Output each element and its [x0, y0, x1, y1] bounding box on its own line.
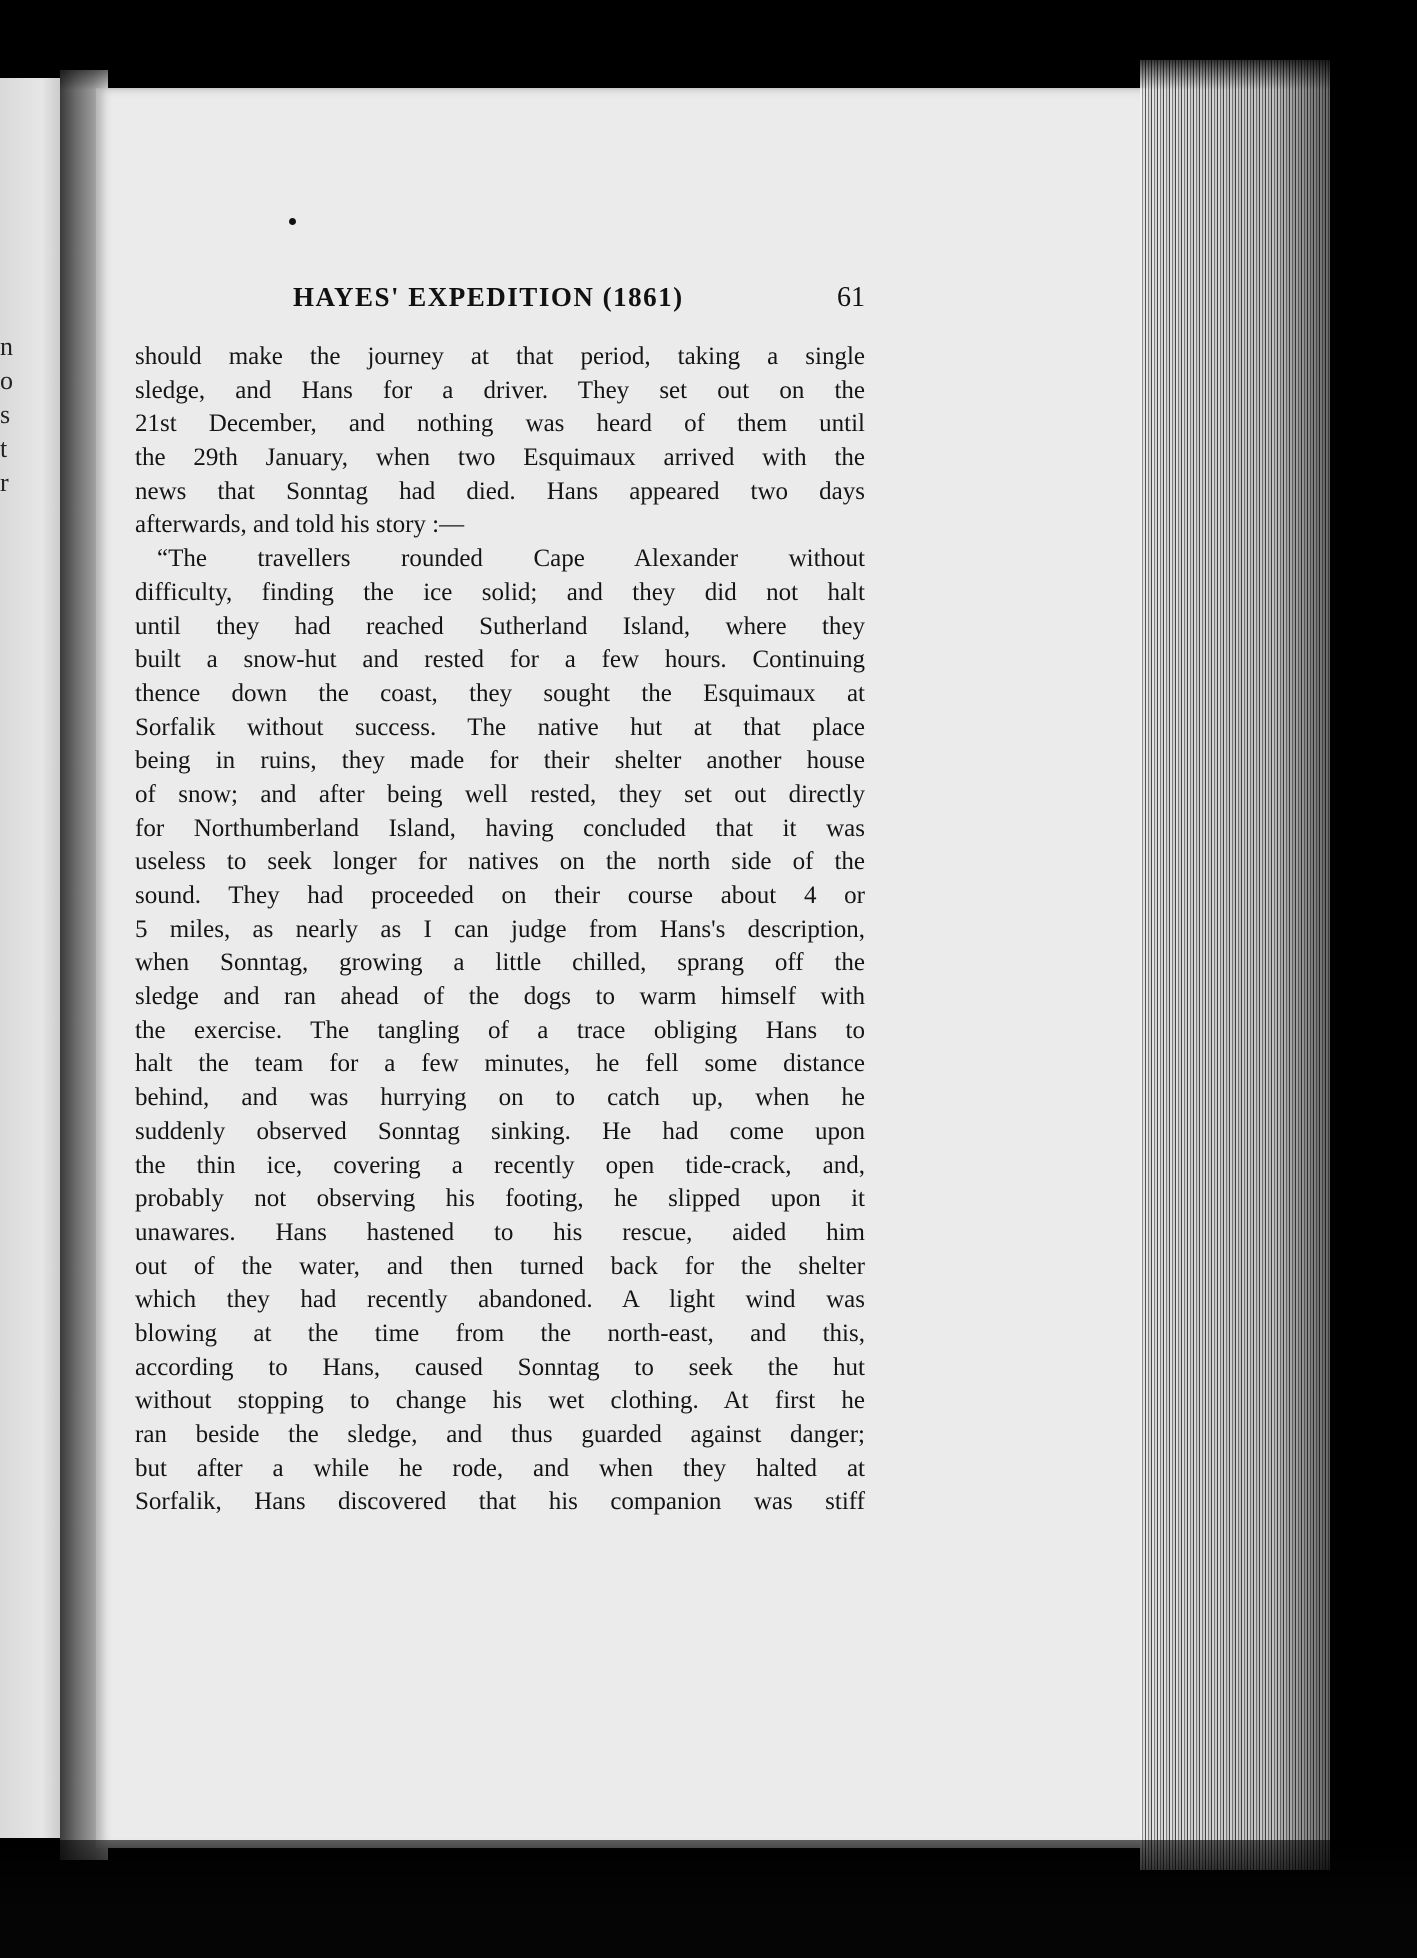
fragment: r	[0, 468, 9, 497]
text-line: difficulty, finding the ice solid; and they did not halt	[135, 578, 865, 606]
text-line: out of the water, and then turned back for the shelter	[135, 1252, 865, 1280]
text-line: until they had reached Sutherland Island, where they	[135, 612, 865, 640]
page-number: 61	[837, 282, 865, 313]
fragment: n	[0, 332, 13, 361]
page-stack-shadow	[1140, 60, 1330, 1870]
text-line: probably not observing his footing, he slipped upon it	[135, 1185, 865, 1213]
text-line: should make the journey at that period, taking a single	[135, 343, 865, 370]
fragment: t	[0, 434, 8, 463]
text-line: which they had recently abandoned. A light wind was	[135, 1286, 865, 1314]
text-line: halt the team for a few minutes, he fell some distance	[135, 1050, 865, 1078]
text-line: but after a while he rode, and when they halted at	[135, 1454, 865, 1482]
text-line: blowing at the time from the north-east, and this,	[135, 1319, 865, 1347]
running-header	[135, 282, 865, 322]
previous-page-text-fragments	[0, 330, 24, 500]
text-line: news that Sonntag had died. Hans appeared two days	[135, 477, 865, 505]
ink-dot	[289, 218, 296, 225]
text-line: when Sonntag, growing a little chilled, sprang off the	[135, 949, 865, 977]
text-line: without stopping to change his wet clothing. At first he	[135, 1387, 865, 1415]
text-line: Sorfalik, Hans discovered that his companion was stiff	[135, 1488, 865, 1516]
text-line: 21st December, and nothing was heard of them until	[135, 410, 865, 438]
text-line: useless to seek longer for natives on the north side of the	[135, 848, 865, 876]
text-line: Sorfalik without success. The native hut at that place	[135, 713, 865, 741]
text-line: the exercise. The tangling of a trace obliging Hans to	[135, 1016, 865, 1044]
text-line: sledge, and Hans for a driver. They set out on the	[135, 376, 865, 404]
fragment: s	[0, 400, 11, 429]
text-line: thence down the coast, they sought the Esquimaux at	[135, 679, 865, 707]
text-line: the thin ice, covering a recently open tide-crack, and,	[135, 1151, 865, 1179]
text-line: of snow; and after being well rested, they set out directly	[135, 780, 865, 808]
text-line: ran beside the sledge, and thus guarded against danger;	[135, 1421, 865, 1448]
text-line: being in ruins, they made for their shelter another house	[135, 747, 865, 775]
text-line: unawares. Hans hastened to his rescue, aided him	[135, 1218, 865, 1246]
text-line: suddenly observed Sonntag sinking. He had come upon	[135, 1117, 865, 1145]
running-title: HAYES' EXPEDITION (1861)	[293, 282, 684, 312]
fragment: o	[0, 366, 13, 395]
text-line: afterwards, and told his story :—	[135, 511, 465, 539]
text-line: “The travellers rounded Cape Alexander without	[157, 545, 865, 573]
text-line: built a snow-hut and rested for a few hours. Continuing	[135, 646, 865, 674]
bottom-shadow	[0, 1840, 1417, 1958]
text-line: the 29th January, when two Esquimaux arrived with the	[135, 444, 865, 472]
text-line: according to Hans, caused Sonntag to seek the hut	[135, 1353, 865, 1381]
text-line: sound. They had proceeded on their course about 4 or	[135, 882, 865, 909]
text-line: for Northumberland Island, having concluded that it was	[135, 814, 865, 842]
top-shadow	[60, 50, 1350, 90]
body-text	[135, 340, 865, 1519]
text-line: 5 miles, as nearly as I can judge from Hans's description,	[135, 915, 865, 943]
text-line: sledge and ran ahead of the dogs to warm himself with	[135, 983, 865, 1011]
text-line: behind, and was hurrying on to catch up, when he	[135, 1084, 865, 1112]
